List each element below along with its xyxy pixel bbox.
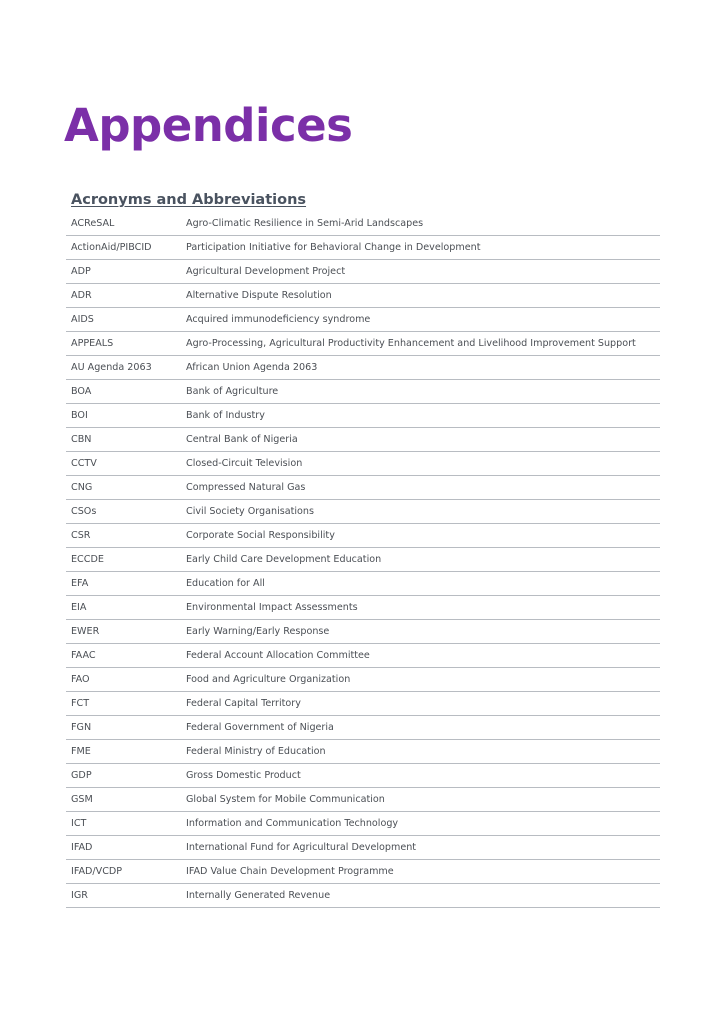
acronyms-table bbox=[66, 212, 660, 908]
table-row bbox=[66, 212, 660, 236]
table-row bbox=[66, 788, 660, 812]
acronym-cell: GSM bbox=[66, 788, 180, 812]
definition-cell: Federal Government of Nigeria bbox=[180, 716, 660, 740]
acronym-cell: ACReSAL bbox=[66, 212, 180, 236]
acronym-cell: FAAC bbox=[66, 644, 180, 668]
table-row bbox=[66, 476, 660, 500]
acronym-cell: ICT bbox=[66, 812, 180, 836]
definition-cell: Information and Communication Technology bbox=[180, 812, 660, 836]
definition-cell: Gross Domestic Product bbox=[180, 764, 660, 788]
page-title: Appendices bbox=[64, 99, 353, 152]
definition-cell: Agricultural Development Project bbox=[180, 260, 660, 284]
acronym-cell: EIA bbox=[66, 596, 180, 620]
definition-cell: Bank of Industry bbox=[180, 404, 660, 428]
acronym-cell: FGN bbox=[66, 716, 180, 740]
acronym-cell: FAO bbox=[66, 668, 180, 692]
definition-cell: Participation Initiative for Behavioral Change in Development bbox=[180, 236, 660, 260]
table-row bbox=[66, 716, 660, 740]
acronym-cell: ECCDE bbox=[66, 548, 180, 572]
definition-cell: Early Warning/Early Response bbox=[180, 620, 660, 644]
definition-cell: African Union Agenda 2063 bbox=[180, 356, 660, 380]
definition-cell: Federal Ministry of Education bbox=[180, 740, 660, 764]
acronym-cell: AU Agenda 2063 bbox=[66, 356, 180, 380]
acronym-cell: BOI bbox=[66, 404, 180, 428]
table-row bbox=[66, 572, 660, 596]
definition-cell: Global System for Mobile Communication bbox=[180, 788, 660, 812]
acronym-cell: IGR bbox=[66, 884, 180, 908]
definition-cell: Internally Generated Revenue bbox=[180, 884, 660, 908]
definition-cell: Agro-Processing, Agricultural Productivity Enhancement and Livelihood Improvement Support bbox=[180, 332, 660, 356]
table-row bbox=[66, 668, 660, 692]
definition-cell: Closed-Circuit Television bbox=[180, 452, 660, 476]
acronym-cell: FME bbox=[66, 740, 180, 764]
table-row bbox=[66, 620, 660, 644]
definition-cell: Corporate Social Responsibility bbox=[180, 524, 660, 548]
acronym-cell: AIDS bbox=[66, 308, 180, 332]
definition-cell: International Fund for Agricultural Development bbox=[180, 836, 660, 860]
definition-cell: Federal Capital Territory bbox=[180, 692, 660, 716]
acronym-cell: FCT bbox=[66, 692, 180, 716]
definition-cell: Federal Account Allocation Committee bbox=[180, 644, 660, 668]
definition-cell: Alternative Dispute Resolution bbox=[180, 284, 660, 308]
table-row bbox=[66, 380, 660, 404]
definition-cell: Compressed Natural Gas bbox=[180, 476, 660, 500]
table-row bbox=[66, 308, 660, 332]
table-row bbox=[66, 812, 660, 836]
table-row bbox=[66, 740, 660, 764]
table-row bbox=[66, 236, 660, 260]
definition-cell: Bank of Agriculture bbox=[180, 380, 660, 404]
table-row bbox=[66, 692, 660, 716]
acronym-cell: APPEALS bbox=[66, 332, 180, 356]
definition-cell: Civil Society Organisations bbox=[180, 500, 660, 524]
table-row bbox=[66, 284, 660, 308]
definition-cell: Food and Agriculture Organization bbox=[180, 668, 660, 692]
acronyms-table-body bbox=[66, 212, 660, 908]
acronym-cell: IFAD bbox=[66, 836, 180, 860]
table-row bbox=[66, 356, 660, 380]
acronym-cell: ADR bbox=[66, 284, 180, 308]
table-row bbox=[66, 884, 660, 908]
table-row bbox=[66, 548, 660, 572]
table-row bbox=[66, 836, 660, 860]
acronym-cell: GDP bbox=[66, 764, 180, 788]
table-row bbox=[66, 452, 660, 476]
definition-cell: Central Bank of Nigeria bbox=[180, 428, 660, 452]
acronym-cell: CSR bbox=[66, 524, 180, 548]
definition-cell: Early Child Care Development Education bbox=[180, 548, 660, 572]
acronym-cell: CBN bbox=[66, 428, 180, 452]
acronym-cell: CCTV bbox=[66, 452, 180, 476]
definition-cell: Environmental Impact Assessments bbox=[180, 596, 660, 620]
table-row bbox=[66, 500, 660, 524]
definition-cell: Education for All bbox=[180, 572, 660, 596]
acronym-cell: IFAD/VCDP bbox=[66, 860, 180, 884]
acronym-cell: EWER bbox=[66, 620, 180, 644]
table-row bbox=[66, 332, 660, 356]
acronym-cell: ActionAid/PIBCID bbox=[66, 236, 180, 260]
acronym-cell: BOA bbox=[66, 380, 180, 404]
definition-cell: Acquired immunodeficiency syndrome bbox=[180, 308, 660, 332]
table-row bbox=[66, 404, 660, 428]
acronym-cell: EFA bbox=[66, 572, 180, 596]
acronym-cell: CNG bbox=[66, 476, 180, 500]
table-row bbox=[66, 428, 660, 452]
acronym-cell: ADP bbox=[66, 260, 180, 284]
definition-cell: IFAD Value Chain Development Programme bbox=[180, 860, 660, 884]
definition-cell: Agro-Climatic Resilience in Semi-Arid Landscapes bbox=[180, 212, 660, 236]
table-row bbox=[66, 764, 660, 788]
table-row bbox=[66, 860, 660, 884]
section-heading: Acronyms and Abbreviations bbox=[71, 192, 307, 208]
table-row bbox=[66, 524, 660, 548]
acronym-cell: CSOs bbox=[66, 500, 180, 524]
table-row bbox=[66, 596, 660, 620]
table-row bbox=[66, 260, 660, 284]
table-row bbox=[66, 644, 660, 668]
